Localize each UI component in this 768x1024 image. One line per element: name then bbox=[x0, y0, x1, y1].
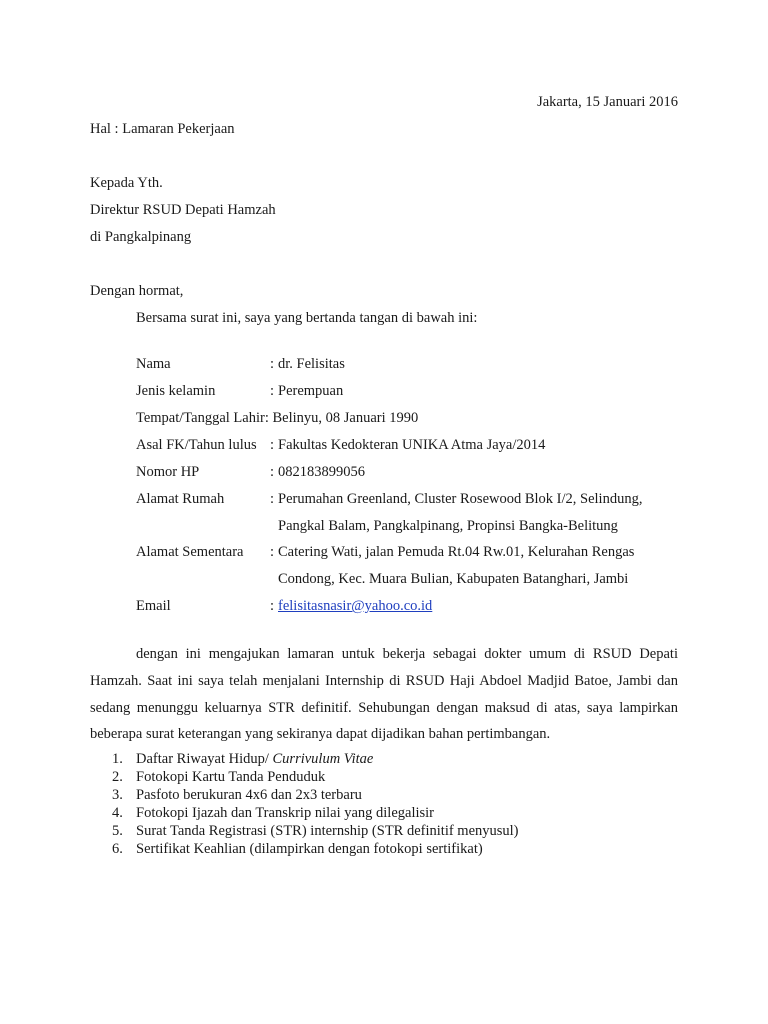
attachment-item-6 bbox=[112, 841, 483, 857]
field-value-alamat-sementara-line-2: Condong, Kec. Muara Bulian, Kabupaten Batanghari, Jambi bbox=[278, 571, 629, 587]
attachment-number: 6. bbox=[112, 841, 123, 857]
field-value-nomor-hp: 082183899056 bbox=[278, 464, 365, 480]
attachment-item-3 bbox=[112, 787, 362, 803]
letter-date: Jakarta, 15 Januari 2016 bbox=[537, 94, 678, 110]
field-label-email: Email bbox=[136, 598, 171, 614]
body-paragraph-line-2: Hamzah. Saat ini saya telah menjalani Internship di RSUD Haji Abdoel Madjid Batoe, Jambi dan bbox=[90, 673, 678, 689]
attachment-text: Pasfoto berukuran 4x6 dan 2x3 terbaru bbox=[136, 787, 362, 803]
field-label-nomor-hp: Nomor HP bbox=[136, 464, 200, 480]
field-label-nama: Nama bbox=[136, 356, 171, 372]
field-colon-jenis-kelamin: : bbox=[270, 383, 275, 399]
attachment-number: 3. bbox=[112, 787, 123, 803]
attachment-item-5 bbox=[112, 823, 519, 839]
body-paragraph-line-1: dengan ini mengajukan lamaran untuk bekerja sebagai dokter umum di RSUD Depati bbox=[136, 646, 678, 662]
recipient-line-1: Kepada Yth. bbox=[90, 175, 163, 191]
attachment-text-italic: Currivulum Vitae bbox=[272, 751, 374, 767]
attachment-text: Fotokopi Kartu Tanda Penduduk bbox=[136, 769, 326, 785]
attachment-item-1 bbox=[112, 751, 373, 767]
field-colon-nomor-hp: : bbox=[270, 464, 275, 480]
field-tempat-tanggal-lahir: Tempat/Tanggal Lahir: Belinyu, 08 Januari 1990 bbox=[136, 410, 419, 426]
attachment-text: Surat Tanda Registrasi (STR) internship (STR definitif menyusul) bbox=[136, 823, 519, 839]
attachment-number: 5. bbox=[112, 823, 123, 839]
email-link[interactable]: felisitasnasir@yahoo.co.id bbox=[278, 598, 433, 614]
recipient-line-3: di Pangkalpinang bbox=[90, 229, 192, 245]
field-label-asal-fk: Asal FK/Tahun lulus bbox=[136, 437, 257, 453]
attachment-text: Daftar Riwayat Hidup/ bbox=[136, 751, 273, 767]
intro-sentence: Bersama surat ini, saya yang bertanda tangan di bawah ini: bbox=[136, 310, 478, 326]
field-colon-alamat-sementara: : bbox=[270, 544, 275, 560]
field-label-jenis-kelamin: Jenis kelamin bbox=[136, 383, 216, 399]
letter-subject: Hal : Lamaran Pekerjaan bbox=[90, 121, 235, 137]
email-value-wrapper bbox=[278, 597, 432, 615]
attachment-text: Sertifikat Keahlian (dilampirkan dengan fotokopi sertifikat) bbox=[136, 841, 483, 857]
field-label-alamat-sementara: Alamat Sementara bbox=[136, 544, 244, 560]
field-colon-alamat-rumah: : bbox=[270, 491, 275, 507]
field-label-alamat-rumah: Alamat Rumah bbox=[136, 491, 225, 507]
attachment-number: 4. bbox=[112, 805, 123, 821]
body-paragraph-line-3: sedang menunggu keluarnya STR definitif. Sehubungan dengan maksud di atas, saya lampirkan bbox=[90, 700, 678, 716]
field-value-asal-fk: Fakultas Kedokteran UNIKA Atma Jaya/2014 bbox=[278, 437, 546, 453]
field-value-alamat-rumah-line-1: Perumahan Greenland, Cluster Rosewood Blok I/2, Selindung, bbox=[278, 491, 643, 507]
field-colon-asal-fk: : bbox=[270, 437, 275, 453]
field-value-nama: dr. Felisitas bbox=[278, 356, 345, 372]
field-value-alamat-rumah-line-2: Pangkal Balam, Pangkalpinang, Propinsi Bangka-Belitung bbox=[278, 518, 618, 534]
attachment-item-2 bbox=[112, 769, 325, 785]
attachment-number: 1. bbox=[112, 751, 123, 767]
attachment-number: 2. bbox=[112, 769, 123, 785]
field-value-alamat-sementara-line-1: Catering Wati, jalan Pemuda Rt.04 Rw.01, Kelurahan Rengas bbox=[278, 544, 635, 560]
field-colon-nama: : bbox=[270, 356, 275, 372]
greeting: Dengan hormat, bbox=[90, 283, 184, 299]
attachment-text: Fotokopi Ijazah dan Transkrip nilai yang dilegalisir bbox=[136, 805, 435, 821]
field-colon-email: : bbox=[270, 598, 275, 614]
attachment-item-4 bbox=[112, 805, 434, 821]
recipient-line-2: Direktur RSUD Depati Hamzah bbox=[90, 202, 276, 218]
body-paragraph-line-4: beberapa surat keterangan yang sekiranya dapat dijadikan bahan pertimbangan. bbox=[90, 726, 551, 742]
field-value-jenis-kelamin: Perempuan bbox=[278, 383, 344, 399]
